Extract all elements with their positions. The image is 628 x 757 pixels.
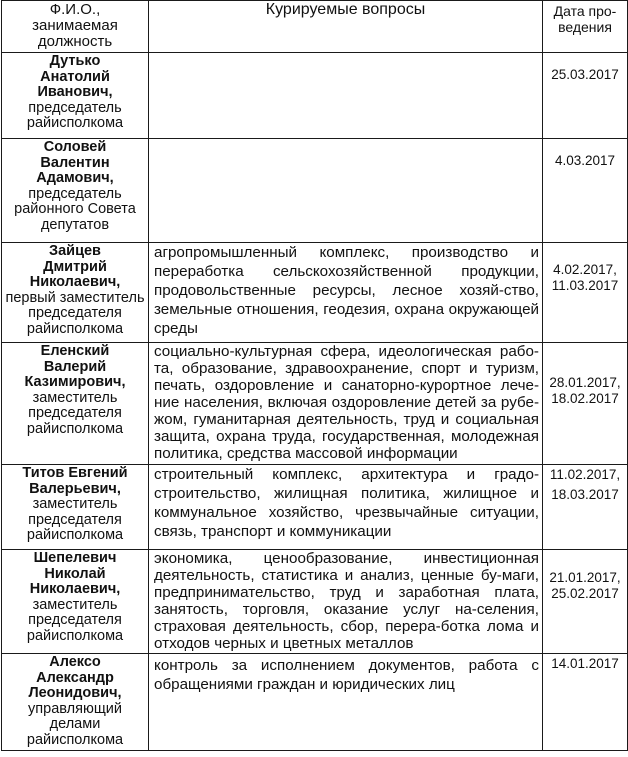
topics-cell: строительный комплекс, архитектура и градо-строительство, жилищная политика, жилищное и коммунальное хозяйство, чрезвычайные ситуации, связь, транспорт и коммуникации [149,465,543,550]
official-cell: Зайцев Дмитрий Николаевич, первый заместитель председателя райисполкома [2,243,149,343]
header-row [2,1,628,53]
official-cell: Соловей Валентин Адамович, председатель районного Совета депутатов [2,139,149,243]
date-cell: 21.01.2017, 25.02.2017 [543,550,628,654]
topics-cell: агропромышленный комплекс, производство и переработка сельскохозяйственной продукции, продовольственные ресурсы, лесное хозяй-ство, земельные отношения, геодезия, охрана окружающей среды [149,243,543,343]
date-cell: 14.01.2017 [543,654,628,751]
topics-cell [149,53,543,139]
table-row [2,654,628,751]
table-row [2,550,628,654]
table-row [2,465,628,550]
table-row [2,343,628,465]
table-row [2,243,628,343]
official-cell: Алексо Александр Леонидович, управляющий делами райисполкома [2,654,149,751]
header-topics: Курируемые вопросы [149,1,543,53]
date-cell: 4.02.2017, 11.03.2017 [543,243,628,343]
table-row [2,139,628,243]
date-cell: 4.03.2017 [543,139,628,243]
date-cell: 11.02.2017, 18.03.2017 [543,465,628,550]
date-cell: 25.03.2017 [543,53,628,139]
official-cell: Титов Евгений Валерьевич, заместитель председателя райисполкома [2,465,149,550]
official-cell: Дутько Анатолий Иванович, председатель райисполкома [2,53,149,139]
date-cell: 28.01.2017, 18.02.2017 [543,343,628,465]
table-row [2,53,628,139]
topics-cell: социально-культурная сфера, идеологическая рабо-та, образование, здравоохранение, спорт и туризм, печать, оздоровление и санаторно-курортное лече-ние населения, включая оздоровление детей за рубе-жом, гуманитарная деятельность, труд и социальная защита, охрана труда, государственная, молодежная политика, средства массовой информации [149,343,543,465]
topics-cell [149,139,543,243]
reception-schedule-table [1,0,628,751]
header-name-position: Ф.И.О., занимаемая должность [2,1,149,53]
topics-cell: экономика, ценообразование, инвестиционная деятельность, статистика и анализ, ценные бу-маги, предпринимательство, труд и заработная плата, занятость, торговля, оказание услуг на-селения, страховая деятельность, сбор, перера-ботка лома и отходов черных и цветных металлов [149,550,543,654]
header-date: Дата про- ведения [543,1,628,53]
official-cell: Шепелевич Николай Николаевич, заместитель председателя райисполкома [2,550,149,654]
topics-cell: контроль за исполнением документов, работа с обращениями граждан и юридических лиц [149,654,543,751]
official-cell: Еленский Валерий Казимирович, заместитель председателя райисполкома [2,343,149,465]
